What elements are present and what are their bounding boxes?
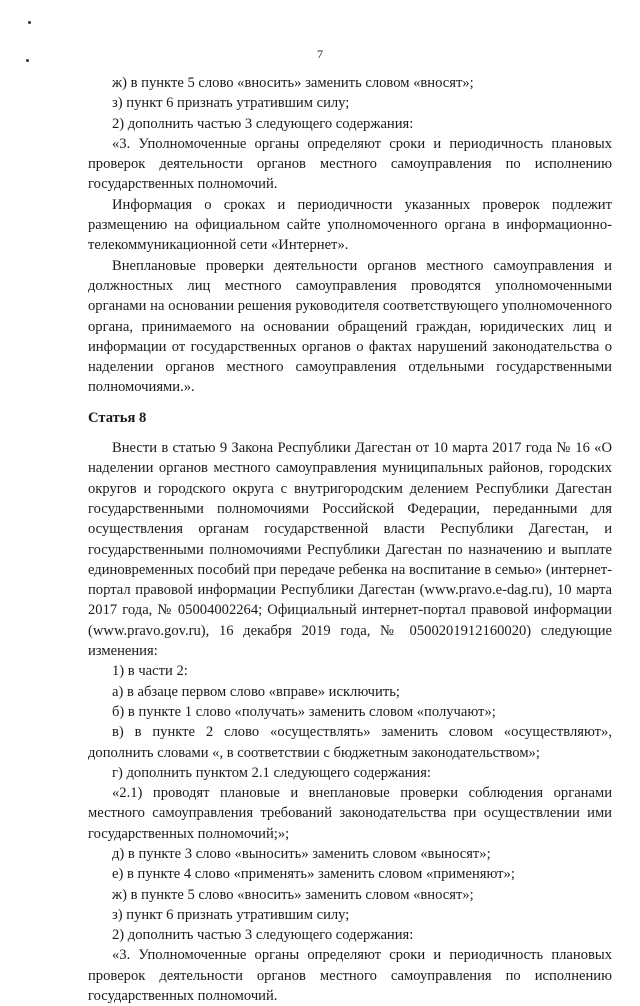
document-body	[88, 73, 612, 1006]
paragraph: а) в абзаце первом слово «вправе» исключить;	[112, 683, 400, 700]
paragraph: 1) в части 2:	[112, 663, 188, 680]
paragraph: г) дополнить пунктом 2.1 следующего содержания:	[112, 764, 431, 781]
paragraph: в) в пункте 2 слово «осуществлять» заменить словом «осуществляют», дополнить словами «, в соответствии с бюджетным законодательством»;	[88, 724, 612, 761]
scan-artifact-dot	[28, 21, 31, 24]
paragraph: б) в пункте 1 слово «получать» заменить словом «получают»;	[112, 703, 496, 720]
paragraph: Информация о сроках и периодичности указанных проверок подлежит размещению на официальном сайте уполномоченного органа в информационно-телекоммуникационной сети «Интернет».	[88, 196, 612, 254]
paragraph: ж) в пункте 5 слово «вносить» заменить словом «вносят»;	[112, 886, 474, 903]
paragraph: 2) дополнить частью 3 следующего содержания:	[112, 927, 414, 944]
paragraph: з) пункт 6 признать утратившим силу;	[112, 95, 350, 112]
paragraph: д) в пункте 3 слово «выносить» заменить словом «выносят»;	[112, 845, 491, 862]
paragraph: е) в пункте 4 слово «применять» заменить словом «применяют»;	[112, 866, 515, 883]
paragraph: «3. Уполномоченные органы определяют сроки и периодичность плановых проверок деятельности органов местного самоуправления по исполнению государственных полномочий.	[88, 947, 612, 1005]
paragraph: з) пункт 6 признать утратившим силу;	[112, 906, 350, 923]
article-heading: Статья 8	[88, 409, 147, 426]
paragraph: Внеплановые проверки деятельности органов местного самоуправления и должностных лиц местного самоуправления проводятся уполномоченными органами на основании решения руководителя соответствующего уполномоченного органа, принимаемого на основании обращений граждан, юридических лиц и информации от государственных органов о фактах нарушений законодательства о наделении органов местного самоуправления отдельными государственными полномочиями.».	[88, 257, 612, 396]
paragraph: Внести в статью 9 Закона Республики Дагестан от 10 марта 2017 года № 16 «О наделении органов местного самоуправления муниципальных районов, городских округов и городского округа с внутригородским делением Республики Дагестан государственными полномочиями Российской Федерации, переданными для осуществления органам государственной власти Республики Дагестан, и государственными полномочиями Республики Дагестан по назначению и выплате единовременных пособий при передаче ребенка на воспитание в семью» (интернет-портал правовой информации Республики Дагестан (www.pravo.e-dag.ru), 10 марта 2017 года, № 05004002264; Официальный интернет-портал правовой информации (www.pravo.gov.ru), 16 декабря 2019 года, № 0500201912160020) следующие изменения:	[88, 440, 612, 660]
paragraph: «3. Уполномоченные органы определяют сроки и периодичность плановых проверок деятельности органов местного самоуправления по исполнению государственных полномочий.	[88, 135, 612, 193]
paragraph: ж) в пункте 5 слово «вносить» заменить словом «вносят»;	[112, 75, 474, 91]
paragraph: 2) дополнить частью 3 следующего содержания:	[112, 115, 414, 132]
paragraph: «2.1) проводят плановые и внеплановые проверки соблюдения органами местного самоуправления требований законодательства при осуществлении ими государственных полномочий;»;	[88, 785, 612, 842]
page-number: 7	[317, 47, 323, 61]
